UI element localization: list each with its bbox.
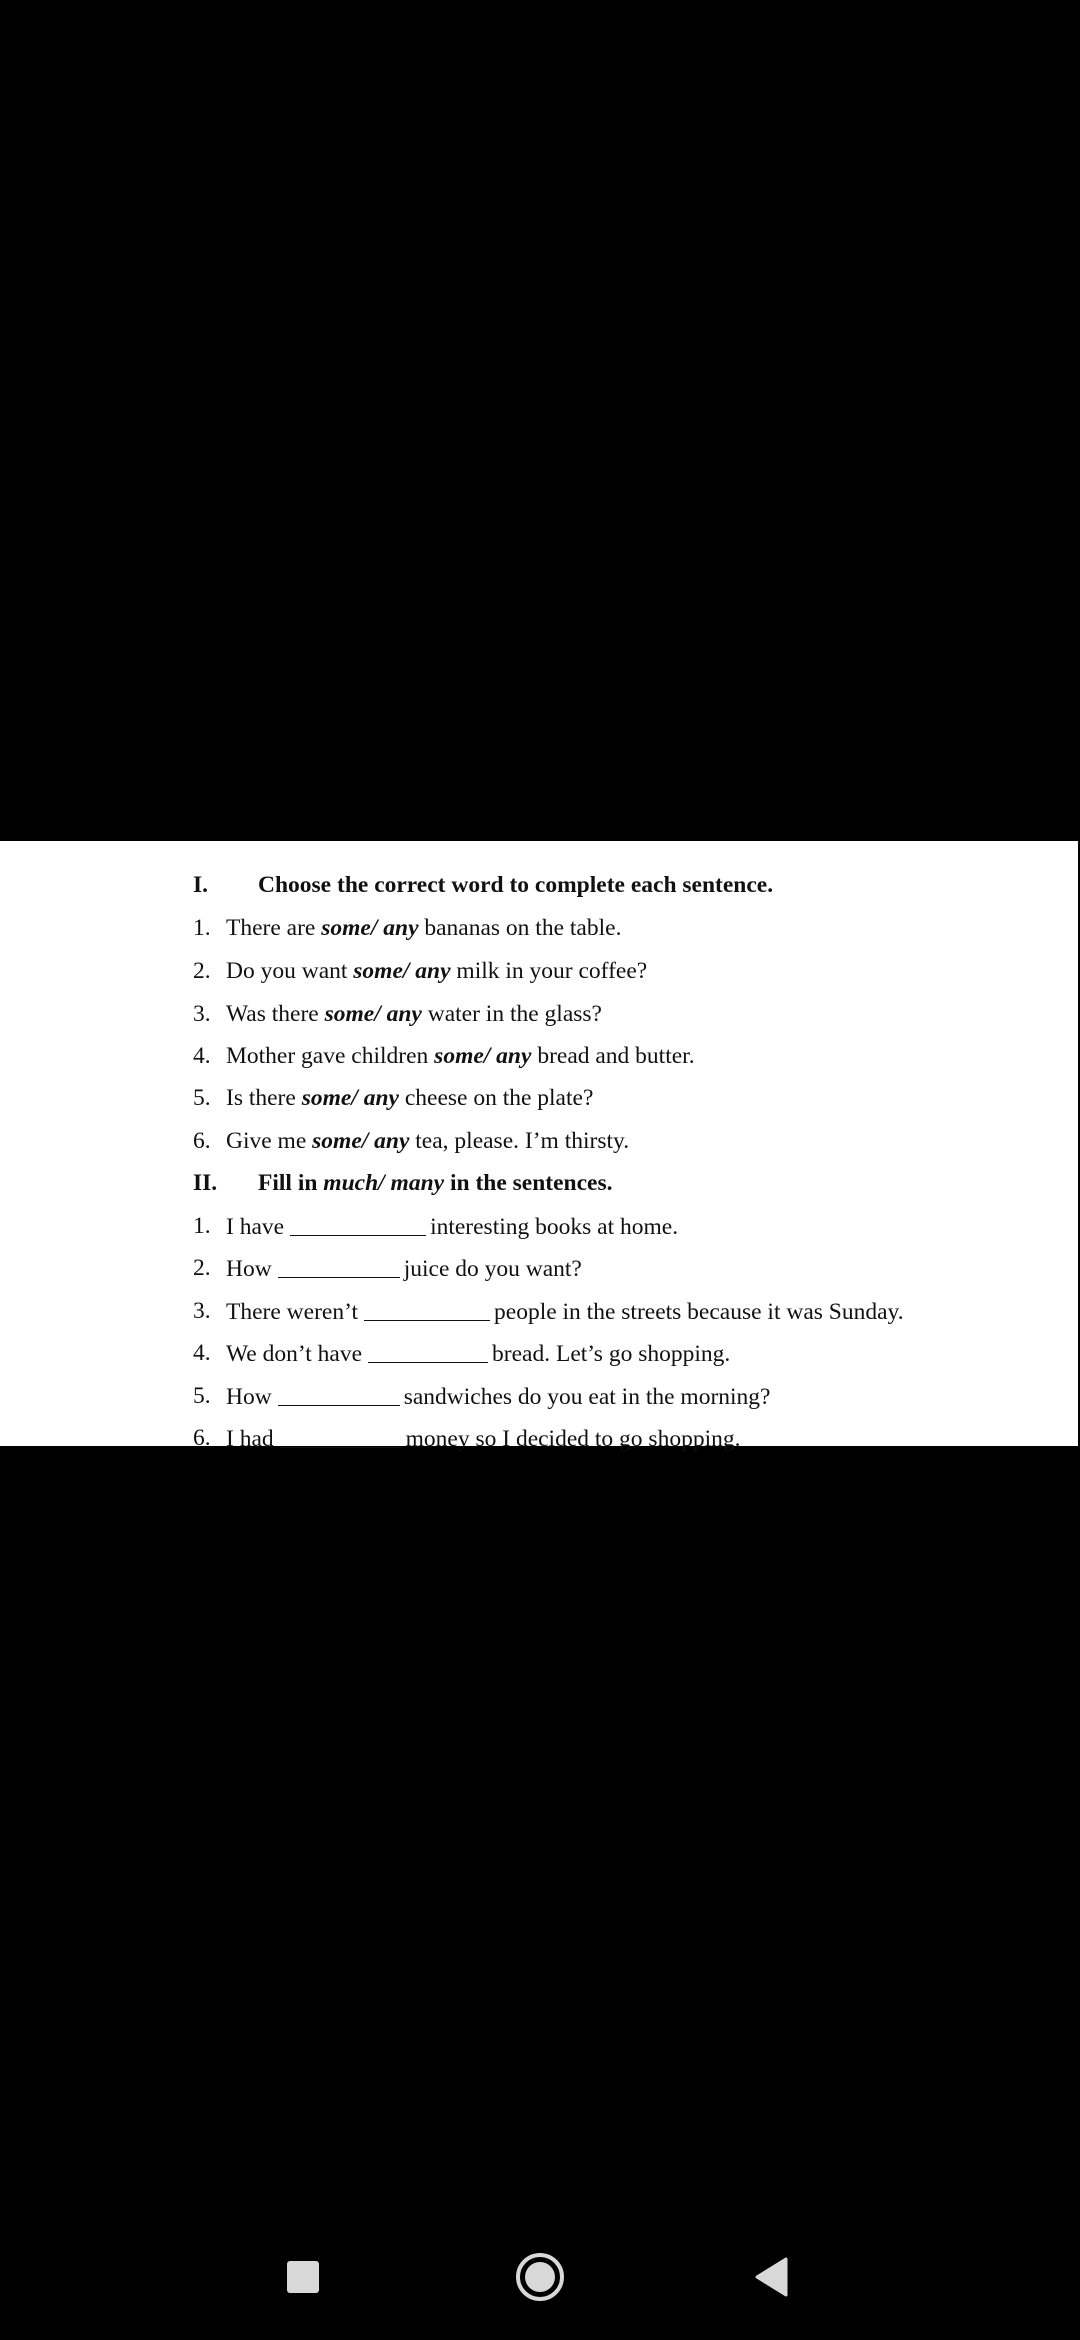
item-number: 5. bbox=[193, 1383, 211, 1409]
section-1-title: Choose the correct word to complete each sentence. bbox=[258, 872, 774, 898]
item-text bbox=[226, 1251, 582, 1286]
title-choice: much/ many bbox=[323, 1170, 445, 1196]
navigation-bar bbox=[0, 2210, 1080, 2340]
title-before: Fill in bbox=[258, 1170, 324, 1196]
item-number: 6. bbox=[193, 1425, 211, 1451]
section-1-number: I. bbox=[193, 872, 209, 898]
item-text bbox=[226, 1039, 695, 1073]
text-after: juice do you want? bbox=[403, 1256, 582, 1282]
square-icon bbox=[285, 2259, 321, 2295]
back-button[interactable] bbox=[727, 2232, 817, 2322]
answer-blank bbox=[280, 1423, 402, 1448]
choice-words: some/ any bbox=[301, 1085, 399, 1111]
item-text bbox=[226, 954, 647, 988]
item-number: 4. bbox=[193, 1340, 211, 1366]
item-text bbox=[226, 1294, 904, 1329]
home-button[interactable] bbox=[495, 2232, 585, 2322]
text-after: bananas on the table. bbox=[418, 915, 622, 941]
text-before: I have bbox=[226, 1214, 285, 1240]
text-after: people in the streets because it was Sunday. bbox=[494, 1299, 904, 1325]
item-text bbox=[226, 997, 602, 1031]
item-number: 1. bbox=[193, 1213, 211, 1239]
item-number: 3. bbox=[193, 1298, 211, 1324]
text-after: sandwiches do you eat in the morning? bbox=[403, 1384, 771, 1410]
answer-blank bbox=[368, 1338, 488, 1363]
text-before: How bbox=[226, 1256, 272, 1282]
item-number: 6. bbox=[193, 1128, 211, 1154]
triangle-back-icon bbox=[752, 2256, 792, 2298]
text-after: interesting books at home. bbox=[430, 1214, 679, 1240]
text-before: Give me bbox=[226, 1128, 313, 1154]
item-number: 2. bbox=[193, 958, 211, 984]
section-2-title bbox=[258, 1166, 613, 1200]
answer-blank bbox=[278, 1253, 400, 1278]
text-after: water in the glass? bbox=[421, 1001, 602, 1027]
choice-words: some/ any bbox=[312, 1128, 410, 1154]
item-number: 4. bbox=[193, 1043, 211, 1069]
text-before: I had bbox=[226, 1426, 274, 1452]
title-after: in the sentences. bbox=[444, 1170, 613, 1196]
text-after: money so I decided to go shopping. bbox=[405, 1426, 741, 1452]
worksheet-page bbox=[0, 841, 1078, 1452]
text-before: Was there bbox=[226, 1001, 325, 1027]
text-before: There weren’t bbox=[226, 1299, 359, 1325]
answer-blank bbox=[290, 1211, 426, 1236]
item-text bbox=[226, 1124, 629, 1158]
choice-words: some/ any bbox=[321, 915, 419, 941]
item-number: 2. bbox=[193, 1255, 211, 1281]
text-before: Do you want bbox=[226, 958, 354, 984]
text-before: Mother gave children bbox=[226, 1043, 435, 1069]
text-after: bread. Let’s go shopping. bbox=[492, 1341, 731, 1367]
item-number: 5. bbox=[193, 1085, 211, 1111]
text-after: bread and butter. bbox=[531, 1043, 695, 1069]
text-before: Is there bbox=[226, 1085, 302, 1111]
circle-icon bbox=[514, 2251, 566, 2303]
item-text bbox=[226, 1209, 678, 1244]
item-number: 1. bbox=[193, 915, 211, 941]
item-text bbox=[226, 1379, 770, 1414]
answer-blank bbox=[278, 1381, 400, 1406]
item-text bbox=[226, 1081, 593, 1115]
item-text bbox=[226, 1336, 730, 1371]
text-before: How bbox=[226, 1384, 272, 1410]
text-after: milk in your coffee? bbox=[450, 958, 648, 984]
recents-button[interactable] bbox=[258, 2232, 348, 2322]
text-after: tea, please. I’m thirsty. bbox=[409, 1128, 630, 1154]
choice-words: some/ any bbox=[353, 958, 451, 984]
item-text bbox=[226, 1421, 740, 1456]
item-text bbox=[226, 911, 621, 945]
choice-words: some/ any bbox=[434, 1043, 532, 1069]
item-number: 3. bbox=[193, 1001, 211, 1027]
text-after: cheese on the plate? bbox=[398, 1085, 594, 1111]
choice-words: some/ any bbox=[324, 1001, 422, 1027]
text-before: We don’t have bbox=[226, 1341, 363, 1367]
text-before: There are bbox=[226, 915, 322, 941]
answer-blank bbox=[364, 1296, 490, 1321]
section-2-number: II. bbox=[193, 1170, 218, 1196]
